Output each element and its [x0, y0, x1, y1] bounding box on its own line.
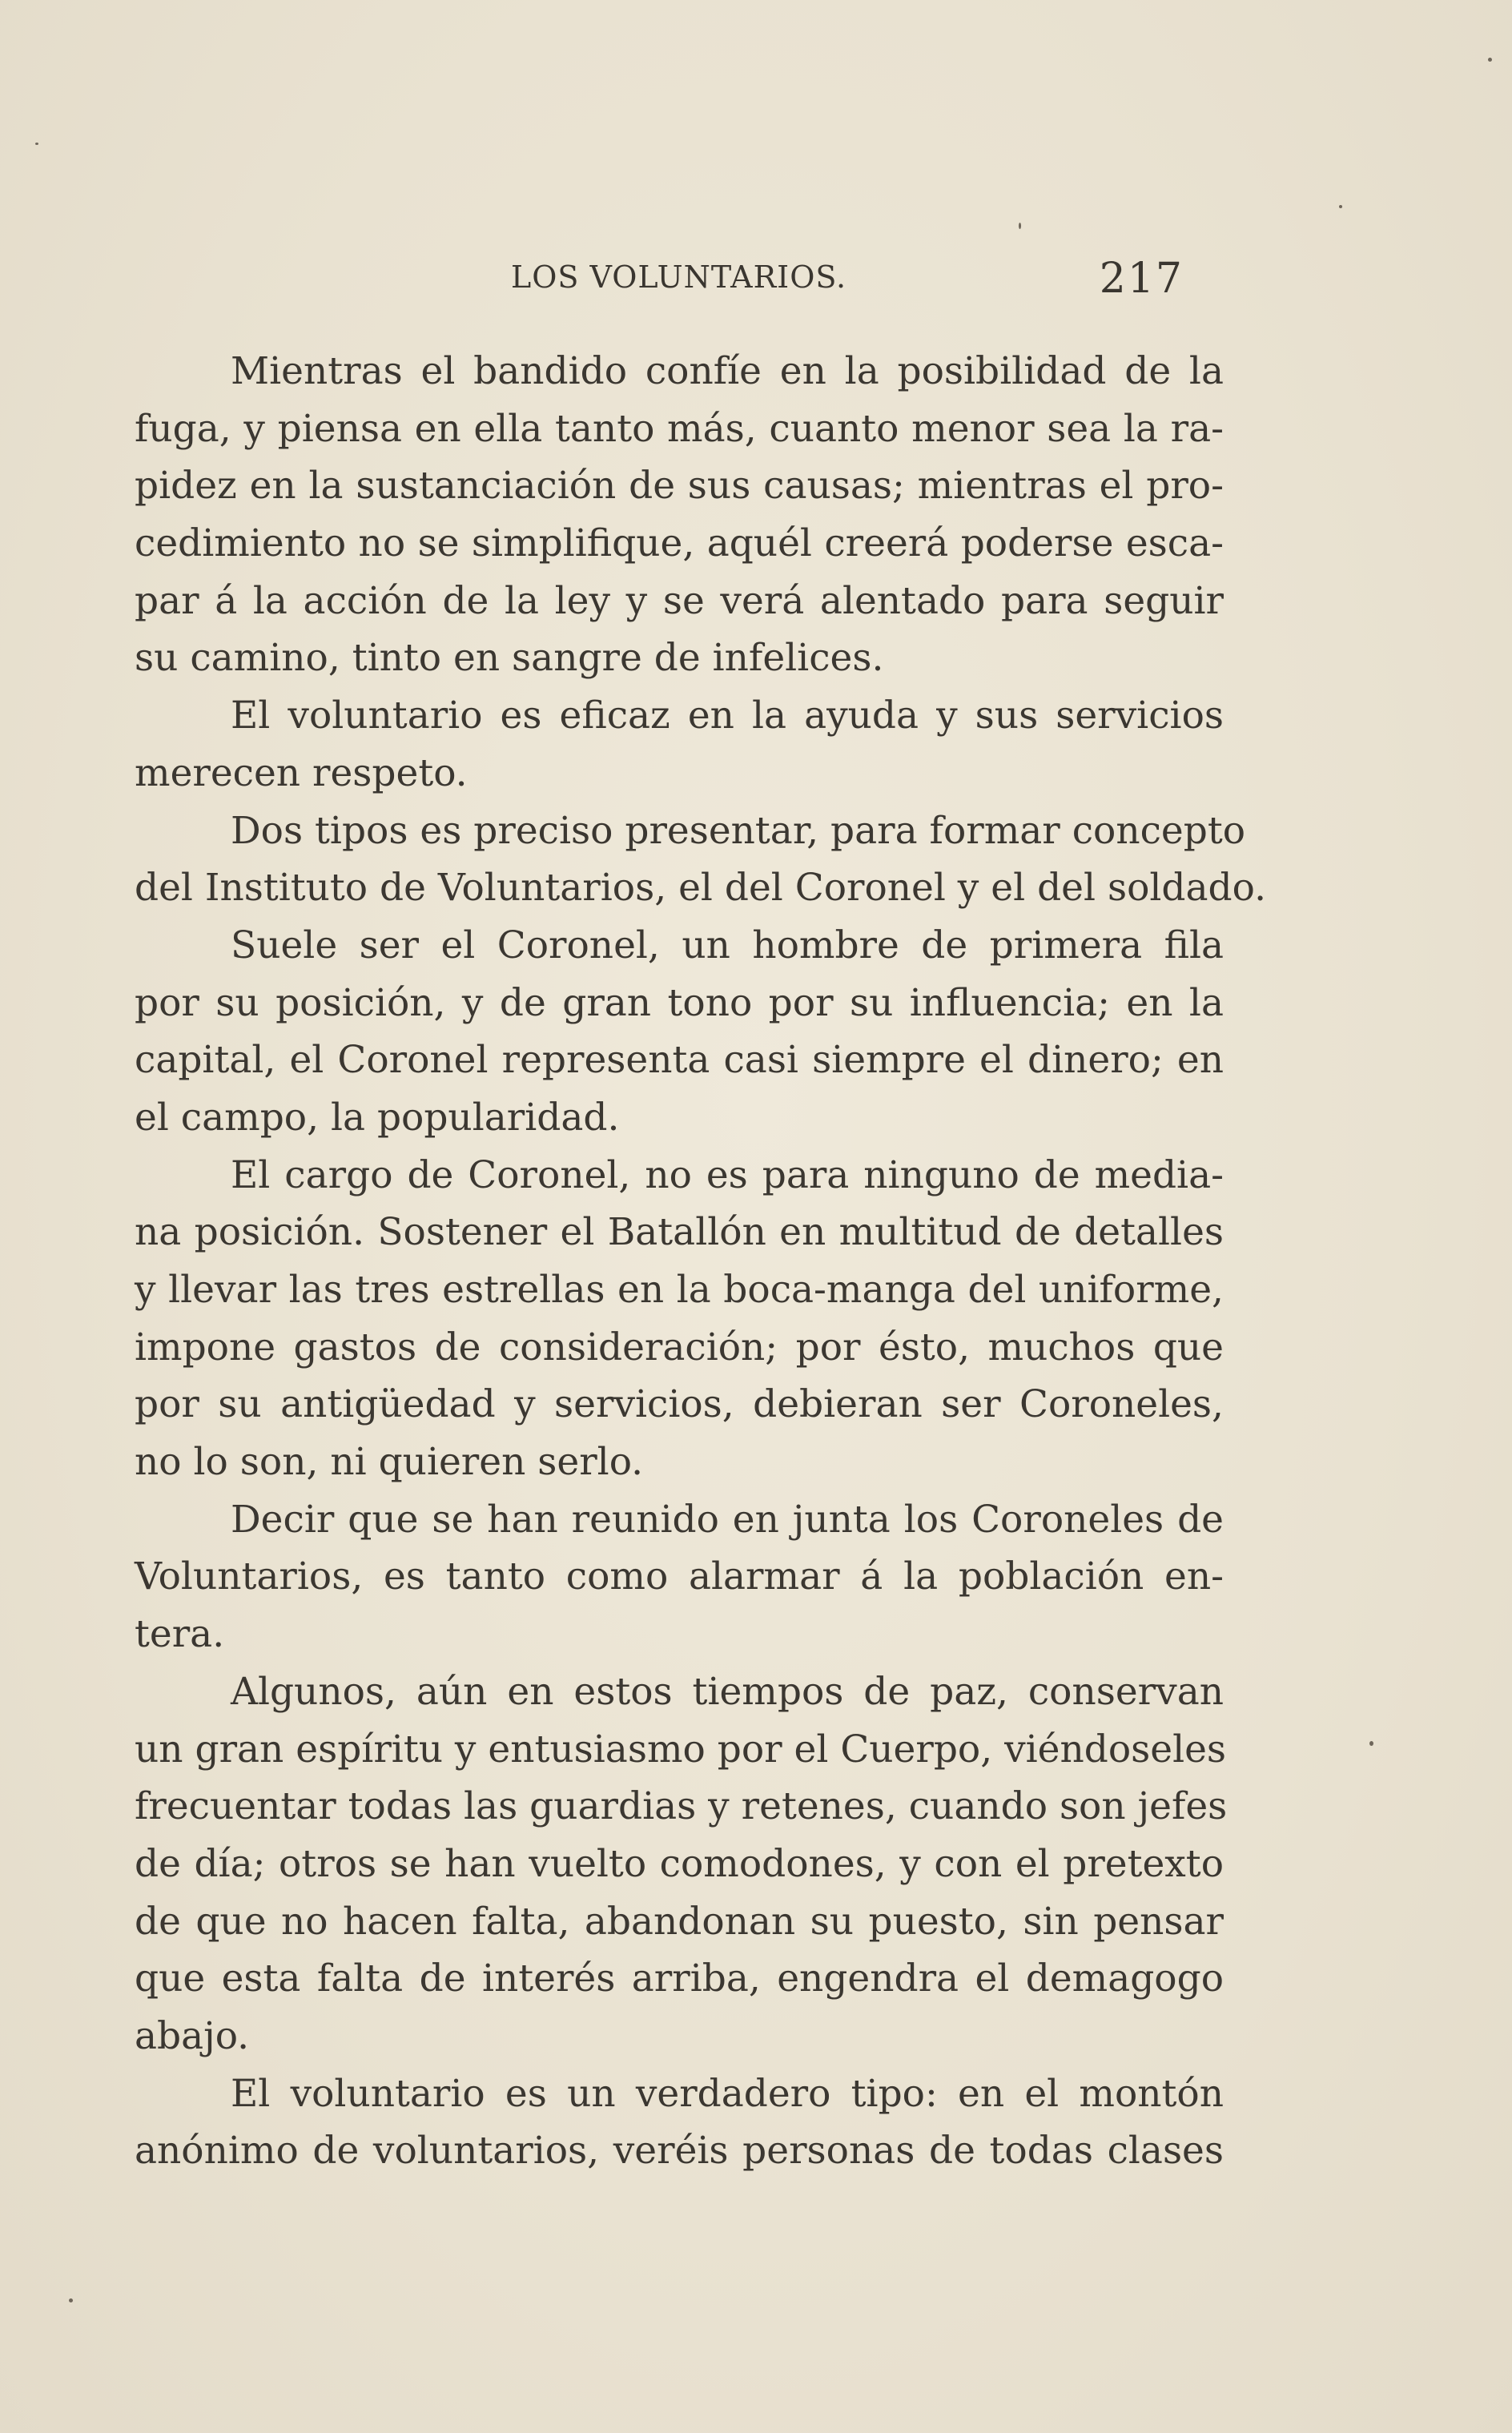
- text-line: frecuentar todas las guardias y retenes, cuando son jefes: [135, 1784, 1228, 1829]
- text-line: anónimo de voluntarios, veréis personas de todas clases: [135, 2129, 1224, 2174]
- text-line: Mientras el bandido confíe en la posibilidad de la: [231, 349, 1224, 393]
- text-line: del Instituto de Voluntarios, el del Coronel y el del soldado.: [135, 866, 1267, 911]
- text-line: fuga, y piensa en ella tanto más, cuanto menor sea la ra-: [135, 406, 1224, 451]
- text-line: por su posición, y de gran tono por su influencia; en la: [135, 980, 1224, 1025]
- paper-speck: [69, 2298, 73, 2302]
- text-line: no lo son, ni quieren serlo.: [135, 1440, 644, 1485]
- running-header: [511, 255, 1184, 303]
- text-line: par á la acción de la ley y se verá alentado para seguir: [135, 578, 1224, 623]
- text-line: y llevar las tres estrellas en la boca-manga del uniforme,: [135, 1268, 1224, 1312]
- text-line: abajo.: [135, 2013, 250, 2058]
- text-line: El cargo de Coronel, no es para ninguno de media-: [231, 1152, 1224, 1197]
- paper-speck: [1488, 58, 1492, 62]
- text-line: por su antigüedad y servicios, debieran ser Coroneles,: [135, 1382, 1224, 1427]
- text-line: cedimiento no se simplifique, aquél creerá poderse esca-: [135, 521, 1224, 566]
- paper-speck: [1369, 1741, 1373, 1746]
- paper-speck: [1339, 205, 1342, 208]
- text-line: de día; otros se han vuelto comodones, y con el pretexto: [135, 1841, 1224, 1886]
- text-line: de que no hacen falta, abandonan su puesto, sin pensar: [135, 1899, 1224, 1944]
- running-title: LOS VOLUNTARIOS.: [511, 259, 847, 295]
- text-line: Suele ser el Coronel, un hombre de primera fila: [231, 923, 1224, 967]
- text-line: Algunos, aún en estos tiempos de paz, conservan: [231, 1669, 1224, 1714]
- text-line: El voluntario es un verdadero tipo: en el montón: [231, 2071, 1224, 2116]
- paper-speck: [35, 143, 38, 145]
- text-line: un gran espíritu y entusiasmo por el Cuerpo, viéndoseles: [135, 1727, 1227, 1771]
- text-line: na posición. Sostener el Batallón en multitud de detalles: [135, 1210, 1224, 1255]
- text-line: merecen respeto.: [135, 750, 468, 795]
- text-line: Dos tipos es preciso presentar, para formar concepto: [231, 808, 1246, 853]
- text-line: Decir que se han reunido en junta los Coroneles de: [231, 1497, 1224, 1542]
- text-line: El voluntario es eficaz en la ayuda y sus servicios: [231, 694, 1224, 738]
- text-line: impone gastos de consideración; por ésto, muchos que: [135, 1325, 1224, 1369]
- text-line: que esta falta de interés arriba, engendra el demagogo: [135, 1956, 1224, 2001]
- text-line: Voluntarios, es tanto como alarmar á la población en-: [135, 1554, 1224, 1599]
- text-line: tera.: [135, 1612, 225, 1657]
- text-line: pidez en la sustanciación de sus causas; mientras el pro-: [135, 464, 1224, 509]
- text-line: el campo, la popularidad.: [135, 1095, 620, 1140]
- body-text: [135, 343, 1267, 2180]
- text-line: su camino, tinto en sangre de infelices.: [135, 636, 884, 681]
- text-line: capital, el Coronel representa casi siempre el dinero; en: [135, 1038, 1224, 1083]
- paper-speck: [1019, 223, 1021, 229]
- page-number: 217: [1099, 255, 1184, 303]
